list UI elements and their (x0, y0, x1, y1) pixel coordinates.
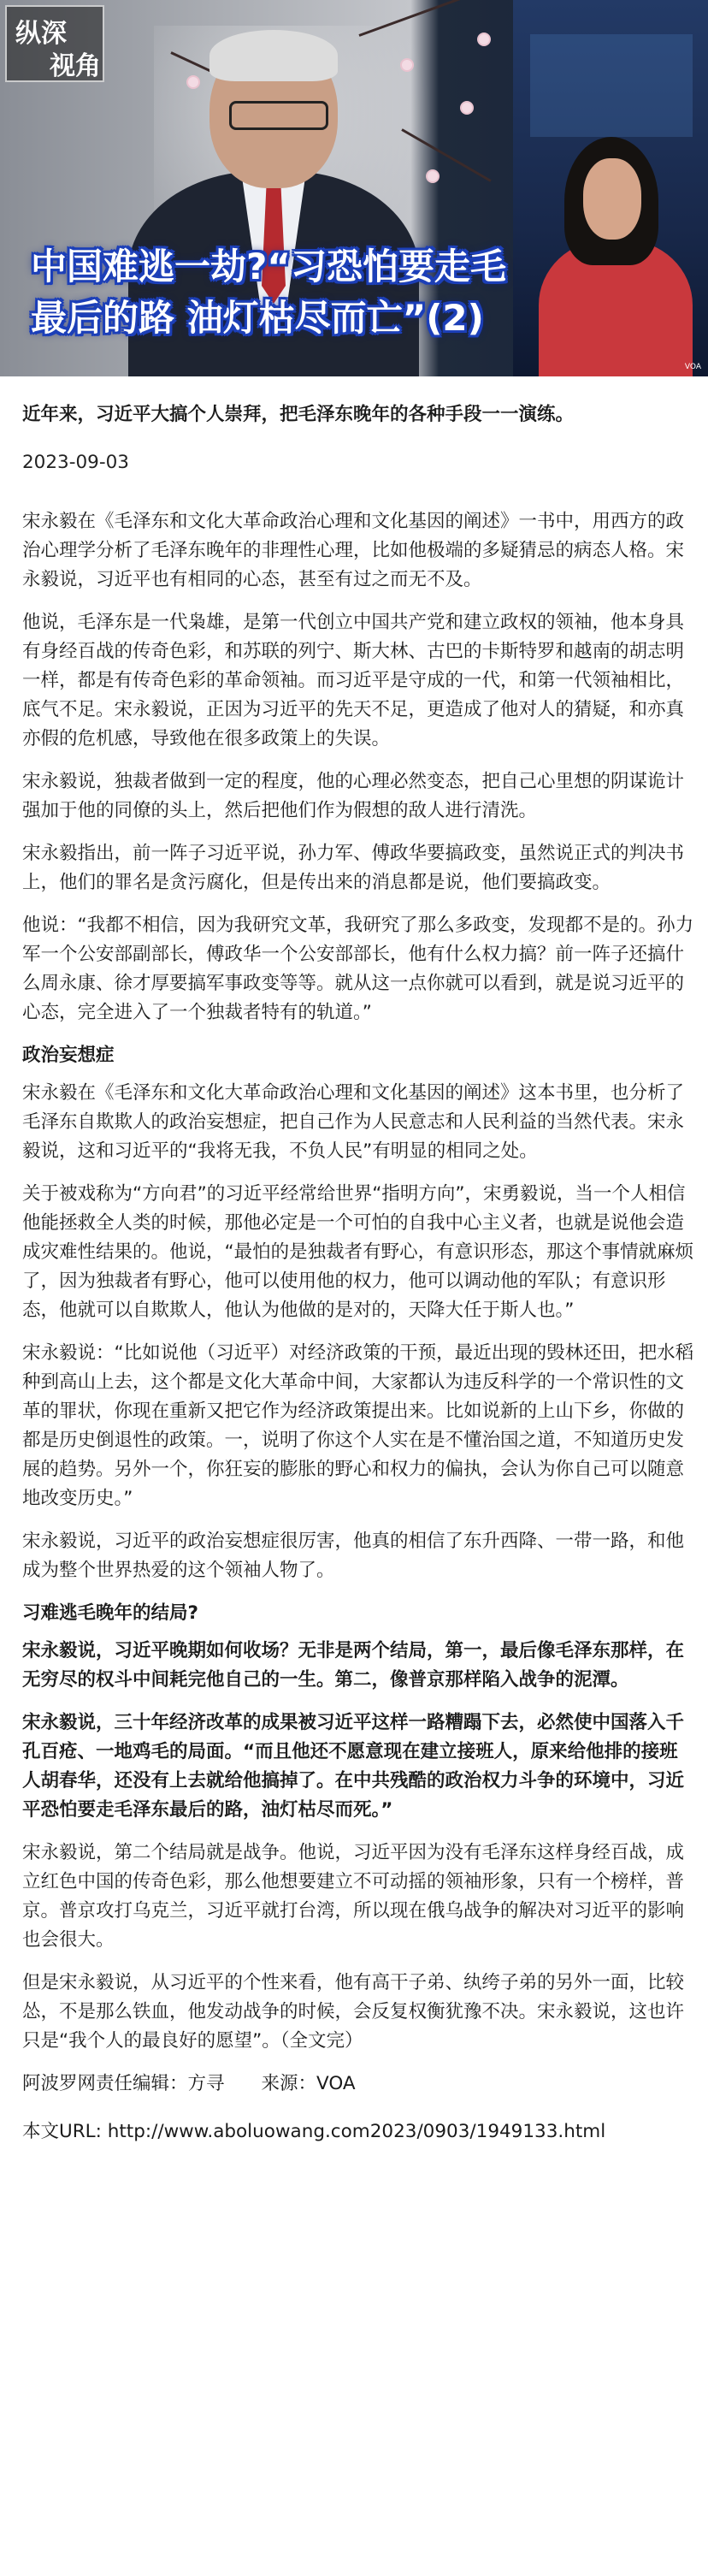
article-body (0, 376, 708, 2147)
paragraph: 宋永毅说，习近平的政治妄想症很厉害，他真的相信了东升西降、一带一路，和他成为整个世界热爱的这个领袖人物了。 (22, 1531, 685, 1581)
video-headline (31, 241, 698, 344)
blossom (462, 103, 472, 113)
guest-glasses (229, 101, 328, 130)
host-face (583, 158, 641, 240)
paragraph: 但是宋永毅说，从习近平的个性来看，他有高干子弟、纨绔子弟的另外一面，比较怂，不是那么铁血，他发动战争的时候，会反复权衡犹豫不决。宋永毅说，这也许只是“我个人的最良好的愿望”。（全文完） (22, 1972, 685, 2052)
blossom (428, 171, 438, 181)
program-logo-line1: 纵深 (15, 19, 67, 49)
paragraph: 他说：“我都不相信，因为我研究文革，我研究了那么多政变，发现都不是的。孙力军一个公安部副部长，傅政华一个公安部部长，他有什么权力搞？前一阵子还搞什么周永康、徐才厚要搞军事政变等等。就从这一点你就可以看到，就是说习近平的心态，完全进入了一个独裁者特有的轨道。” (22, 915, 694, 1023)
blossom (402, 60, 412, 70)
paragraph: 宋永毅说，第二个结局就是战争。他说，习近平因为没有毛泽东这样身经百战，成立红色中国的传奇色彩，那么他想要建立不可动摇的领袖形象，只有一个榜样，普京。普京攻打乌克兰，习近平就打台湾，所以现在俄乌战争的解决对习近平的影响也会很大。 (22, 1842, 685, 1951)
paragraph: 他说，毛泽东是一代枭雄，是第一代创立中国共产党和建立政权的领袖，他本身具有身经百战的传奇色彩，和苏联的列宁、斯大林、古巴的卡斯特罗和越南的胡志明一样，都是有传奇色彩的革命领袖。而习近平是守成的一代，和第一代领袖相比，底气不足。宋永毅说，正因为习近平的先天不足，更造成了他对人的猜疑，和亦真亦假的危机感，导致他在很多政策上的失误。 (22, 612, 685, 749)
article-url[interactable]: 本文URL: http://www.aboluowang.com2023/0903/1949133.html (22, 2120, 606, 2142)
program-logo-line2: 视角 (50, 51, 101, 81)
section-heading: 习难逃毛晚年的结局? (22, 1602, 198, 1624)
voa-watermark: VOA (684, 363, 701, 371)
blossom (479, 34, 489, 44)
paragraph: 宋永毅在《毛泽东和文化大革命政治心理和文化基因的阐述》这本书里，也分析了毛泽东自欺欺人的政治妄想症，把自己作为人民意志和人民利益的当然代表。宋永毅说，这和习近平的“我将无我，不负人民”有明显的相同之处。 (22, 1082, 685, 1162)
paragraph: 宋永毅说，独裁者做到一定的程度，他的心理必然变态，把自己心里想的阴谋诡计强加于他的同僚的头上，然后把他们作为假想的敌人进行清洗。 (22, 771, 685, 821)
paragraph: 关于被戏称为“方向君”的习近平经常给世界“指明方向”，宋勇毅说，当一个人相信他能拯救全人类的时候，那他必定是一个可怕的自我中心主义者，也就是说他会造成灾难性结果的。他说，“最怕的是独裁者有野心，有意识形态，那这个事情就麻烦了，因为独裁者有野心，他可以使用他的权力，他可以调动他的军队；有意识形态，他就可以自欺欺人，他认为他做的是对的，天降大任于斯人也。” (22, 1183, 694, 1321)
editor-source-line: 阿波罗网责任编辑：方寻 来源：VOA (22, 2073, 356, 2094)
program-logo (5, 5, 104, 82)
hero-image (0, 0, 708, 376)
paragraph: 宋永毅在《毛泽东和文化大革命政治心理和文化基因的阐述》一书中，用西方的政治心理学分析了毛泽东晚年的非理性心理，比如他极端的多疑猜忌的病态人格。宋永毅说，习近平也有相同的心态，甚至有过之而无不及。 (22, 511, 685, 590)
paragraph: 宋永毅指出，前一阵子习近平说，孙力军、傅政华要搞政变，虽然说正式的判决书上，他们的罪名是贪污腐化，但是传出来的消息都是说，他们要搞政变。 (22, 843, 685, 893)
guest-hair (209, 30, 338, 81)
paragraph: 宋永毅说：“比如说他（习近平）对经济政策的干预，最近出现的毁林还田，把水稻种到高山上去，这个都是文化大革命中间，大家都认为违反科学的一个常识性的文革的罪状，你现在重新又把它作为经济政策提出来。比如说新的上山下乡，你做的都是历史倒退性的政策。一，说明了你这个人实在是不懂治国之道，不知道历史发展的趋势。另外一个，你狂妄的膨胀的野心和权力的偏执，会认为你自己可以随意地改变历史。” (22, 1342, 694, 1509)
bold-paragraph: 宋永毅说，三十年经济改革的成果被习近平这样一路糟蹋下去，必然使中国落入千孔百疮、一地鸡毛的局面。“而且他还不愿意现在建立接班人，原来给他排的接班人胡春华，还没有上去就给他搞掉了。在中共残酷的政治权力斗争的环境中，习近平恐怕要走毛泽东最后的路，油灯枯尽而死。” (22, 1712, 685, 1821)
headline-line2: 最后的路 油灯枯尽而亡”(2) (31, 297, 484, 339)
blossom (188, 77, 198, 87)
section-heading: 政治妄想症 (22, 1045, 115, 1066)
article-date: 2023-09-03 (22, 452, 129, 473)
bold-paragraph: 宋永毅说，习近平晚期如何收场？无非是两个结局，第一，最后像毛泽东那样，在无穷尽的权斗中间耗完他自己的一生。第二，像普京那样陷入战争的泥潭。 (22, 1640, 685, 1691)
article-lead: 近年来，习近平大搞个人崇拜，把毛泽东晚年的各种手段一一演练。 (22, 404, 575, 425)
headline-line1: 中国难逃一劫?“习恐怕要走毛 (31, 246, 506, 287)
